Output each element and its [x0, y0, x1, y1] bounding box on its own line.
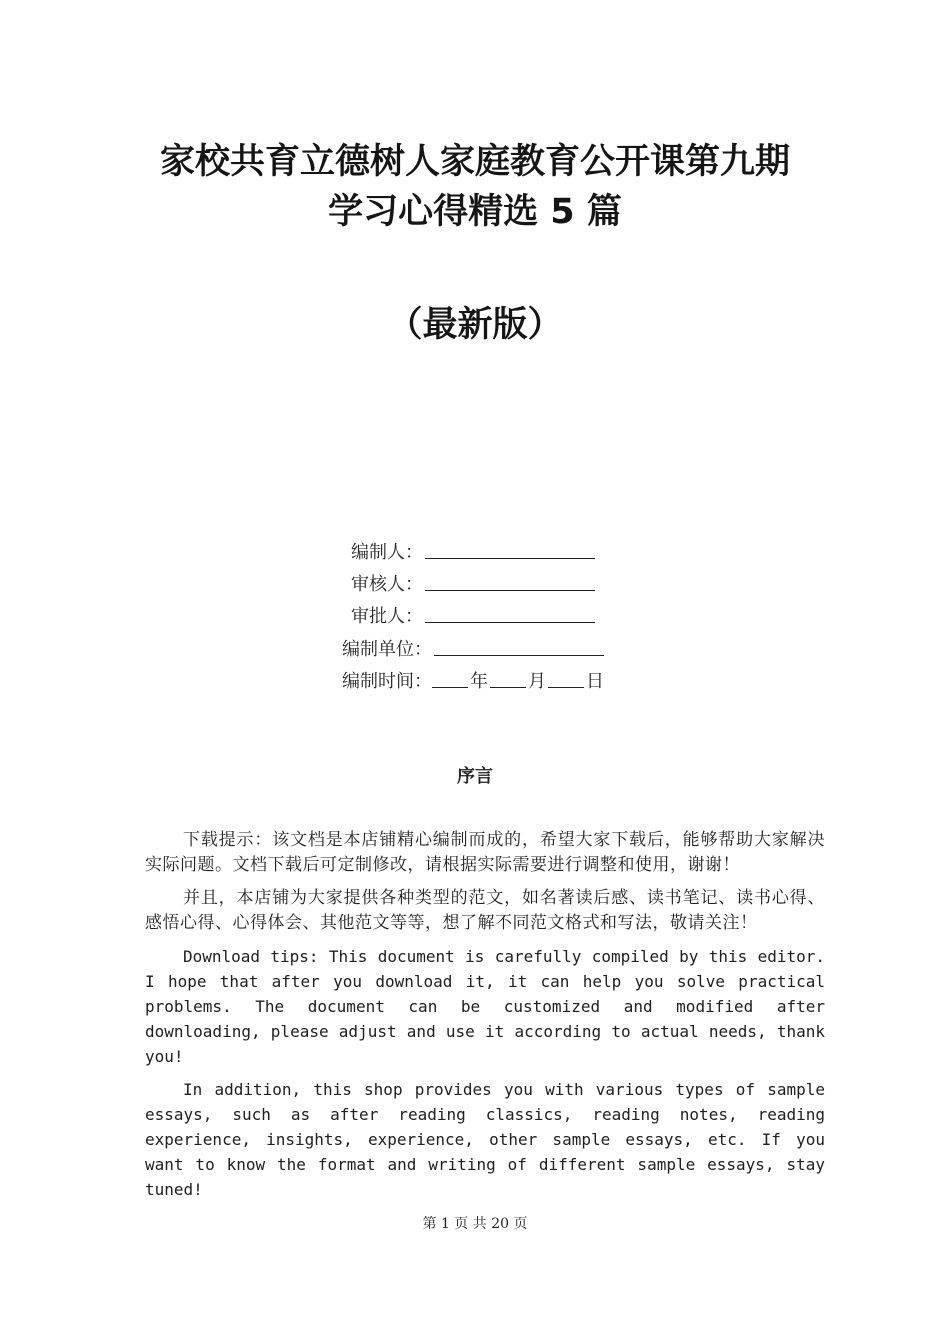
approver-input-line — [425, 604, 595, 623]
form-row-unit — [342, 635, 604, 665]
reviewer-label: 审核人： — [351, 574, 423, 595]
unit-label: 编制单位： — [342, 639, 432, 660]
title-line-2: 学习心得精选 5 篇 — [328, 192, 622, 232]
preface-content — [145, 828, 825, 1210]
year-label: 年 — [470, 671, 488, 692]
preface-paragraph-download-tips-en: Download tips: This document is carefully compiled by this editor. I hope that after you download it, it can help you solve practical problems. The document can be customized and modified after downloading, please adjust and use it according to actual needs, thank you! — [145, 947, 825, 1066]
form-row-time — [342, 667, 606, 697]
form-row-editor — [351, 538, 595, 568]
month-label: 月 — [528, 671, 546, 692]
reviewer-input-line — [425, 572, 595, 591]
preface-paragraph-shop-info-cn: 并且，本店铺为大家提供各种类型的范文，如名著读后感、读书笔记、读书心得、感悟心得、心得体会、其他范文等等，想了解不同范文格式和写法，敬请关注！ — [145, 888, 825, 933]
form-row-reviewer — [351, 570, 595, 600]
page-number-footer: 第 1 页 共 20 页 — [422, 1216, 528, 1232]
title-line-1: 家校共育立德树人家庭教育公开课第九期 — [159, 142, 790, 182]
year-input-line — [432, 669, 468, 688]
preface-title: 序言 — [457, 766, 493, 787]
unit-input-line — [434, 637, 604, 656]
preface-paragraph-download-tips-cn: 下载提示：该文档是本店铺精心编制而成的，希望大家下载后，能够帮助大家解决实际问题。文档下载后可定制修改，请根据实际需要进行调整和使用，谢谢！ — [145, 830, 825, 875]
editor-input-line — [425, 540, 595, 559]
day-input-line — [548, 669, 584, 688]
form-row-approver — [351, 602, 595, 632]
day-label: 日 — [586, 671, 604, 692]
document-version-subtitle: （最新版） — [387, 305, 563, 345]
editor-label: 编制人： — [351, 542, 423, 563]
document-title — [0, 137, 950, 237]
approver-label: 审批人： — [351, 606, 423, 627]
preface-paragraph-shop-info-en: In addition, this shop provides you with various types of sample essays, such as after reading classics, reading notes, reading experience, insights, experience, other sample essays, etc. If you want to know the format and writing of different sample essays, stay tuned! — [145, 1080, 825, 1199]
month-input-line — [490, 669, 526, 688]
time-label: 编制时间： — [342, 671, 432, 692]
